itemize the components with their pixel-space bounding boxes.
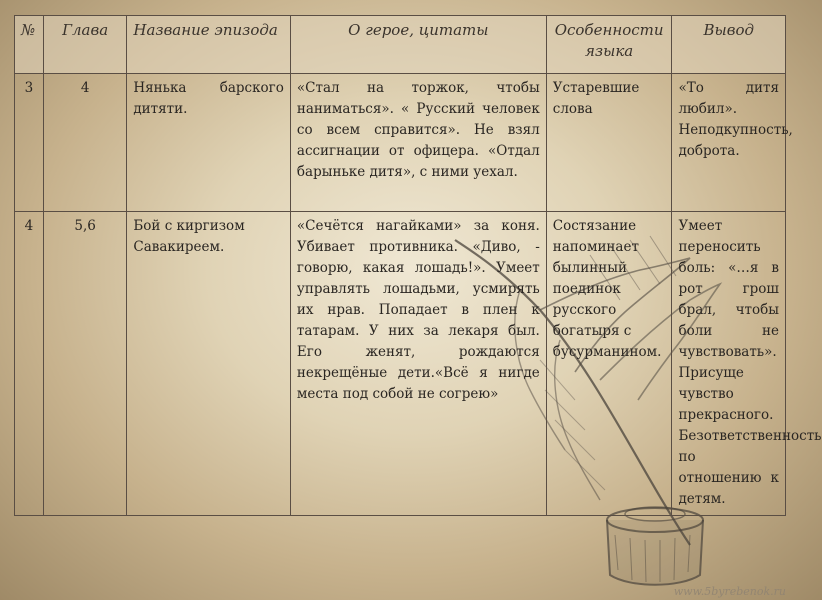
header-conclusion: Вывод [672,16,786,74]
header-episode: Название эпизода [127,16,291,74]
row-chapter: 5,6 [43,212,126,516]
table-row [15,212,786,516]
literature-analysis-table [14,15,822,516]
row-language: Состязание напоминает былинный поединок русского богатыря с бусурманином. [546,212,672,516]
row-language: Устаревшие слова [546,74,672,212]
row-episode: Бой с киргизом Савакиреем. [127,212,291,516]
table-row [15,74,786,212]
row-num: 3 [15,74,44,212]
row-chapter: 4 [43,74,126,212]
header-num: № [15,16,44,74]
row-num: 4 [15,212,44,516]
table-header-row [15,16,786,74]
watermark: www.5byrebenok.ru [673,585,786,598]
row-episode: Нянька барского дитяти. [127,74,291,212]
row-conclusion: «То дитя любил». Неподкупность, доброта. [672,74,786,212]
row-hero-quotes: «Стал на торжок, чтобы наниматься». « Русский человек со всем справится». Не взял ассигнации от офицера. «Отдал барыньке дитя», с ними уехал. [290,74,546,212]
row-conclusion: Умеет переносить боль: «…я в рот грош брал, чтобы боли не чувствовать». Присуще чувство прекрасного. Безответственность по отношению к детям. [672,212,786,516]
row-hero-quotes: «Сечётся нагайками» за коня. Убивает противника. «Диво, - говорю, какая лошадь!». Умеет управлять лошадьми, усмирять их нрав. Попадает в плен к татарам. У них за лекаря был. Его женят, рождаются некрещёные дети.«Всё я нигде места под собой не согрею» [290,212,546,516]
header-language: Особенности языка [546,16,672,74]
header-hero: О герое, цитаты [290,16,546,74]
header-chapter: Глава [43,16,126,74]
